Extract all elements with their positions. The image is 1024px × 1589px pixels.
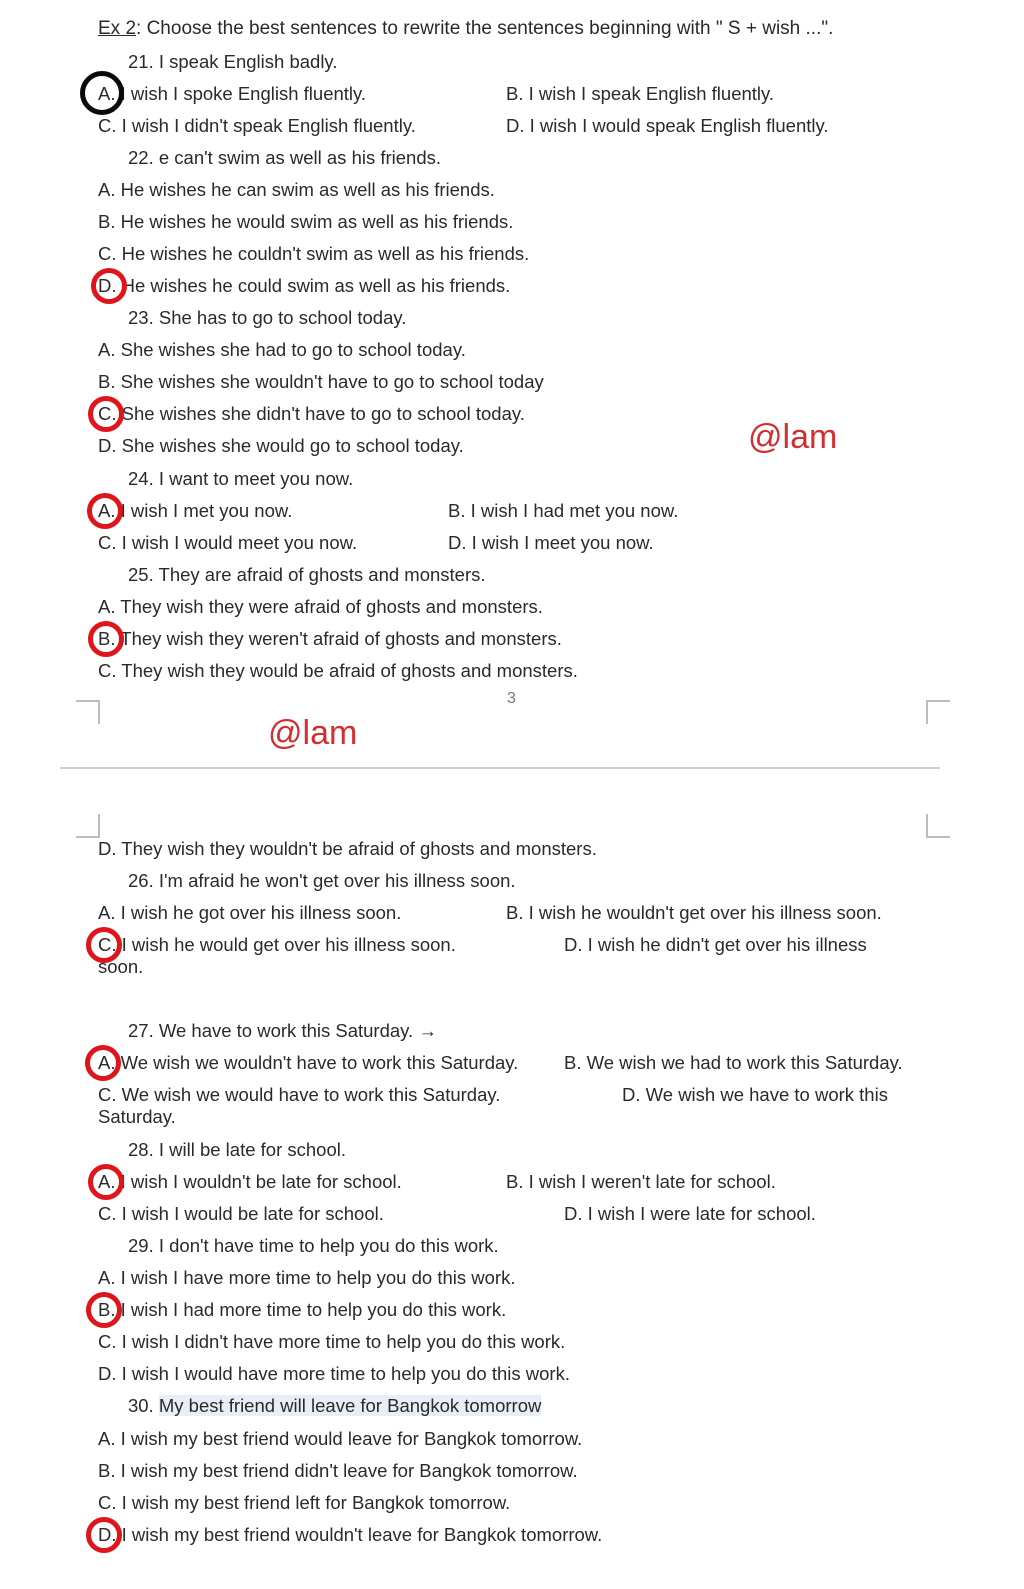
option-27c-continued: Saturday. (98, 1106, 176, 1127)
option-29d: D. I wish I would have more time to help you do this work. (98, 1363, 570, 1384)
question-29: 29. I don't have time to help you do this work. (128, 1235, 499, 1256)
answer-circle-25b (88, 621, 124, 657)
option-22d: D. He wishes he could swim as well as his friends. (98, 275, 511, 296)
question-21: 21. I speak English badly. (128, 51, 338, 72)
option-23d: D. She wishes she would go to school today. (98, 435, 464, 456)
answer-circle-24a (87, 493, 123, 529)
page-corner-mark (926, 814, 950, 838)
option-29a: A. I wish I have more time to help you do this work. (98, 1267, 516, 1288)
exercise-label: Ex 2 (98, 18, 137, 39)
option-30b: B. I wish my best friend didn't leave for Bangkok tomorrow. (98, 1460, 578, 1481)
option-21d: D. I wish I would speak English fluently. (506, 115, 829, 136)
question-23: 23. She has to go to school today. (128, 307, 407, 328)
page-corner-mark (76, 700, 100, 724)
option-22b: B. He wishes he would swim as well as his friends. (98, 211, 514, 232)
option-26d-continued: soon. (98, 956, 144, 977)
option-21a: A. I wish I spoke English fluently. (98, 83, 367, 104)
option-28c: C. I wish I would be late for school. (98, 1203, 384, 1224)
option-28d: D. I wish I were late for school. (564, 1203, 816, 1224)
page-corner-mark (76, 814, 100, 838)
option-27d: D. We wish we have to work this (622, 1084, 888, 1105)
option-30d: D. I wish my best friend wouldn't leave for Bangkok tomorrow. (98, 1524, 603, 1545)
option-30a: A. I wish my best friend would leave for Bangkok tomorrow. (98, 1428, 583, 1449)
option-22c: C. He wishes he couldn't swim as well as his friends. (98, 243, 530, 264)
option-30c: C. I wish my best friend left for Bangkok tomorrow. (98, 1492, 511, 1513)
question-27: 27. We have to work this Saturday. → (128, 1020, 437, 1041)
page-divider (60, 767, 940, 769)
option-29b: B. I wish I had more time to help you do this work. (98, 1299, 507, 1320)
answer-circle-21a (80, 71, 124, 115)
option-23b: B. She wishes she wouldn't have to go to school today (98, 371, 544, 392)
exercise-title (98, 18, 833, 40)
question-30-number: 30. (128, 1395, 154, 1416)
option-21b: B. I wish I speak English fluently. (506, 83, 775, 104)
answer-circle-29b (86, 1292, 122, 1328)
option-24c: C. I wish I would meet you now. (98, 532, 358, 553)
option-24b: B. I wish I had met you now. (448, 500, 679, 521)
option-26b: B. I wish he wouldn't get over his illness soon. (506, 902, 882, 923)
question-24: 24. I want to meet you now. (128, 468, 354, 489)
option-25c: C. They wish they would be afraid of ghosts and monsters. (98, 660, 578, 681)
option-26c: C. I wish he would get over his illness soon. (98, 934, 456, 955)
option-25d: D. They wish they wouldn't be afraid of ghosts and monsters. (98, 838, 597, 859)
option-24a: A. I wish I met you now. (98, 500, 293, 521)
option-28b: B. I wish I weren't late for school. (506, 1171, 776, 1192)
option-21c: C. I wish I didn't speak English fluently. (98, 115, 416, 136)
answer-circle-30d (86, 1517, 122, 1553)
question-30 (128, 1395, 541, 1417)
option-25a: A. They wish they were afraid of ghosts and monsters. (98, 596, 543, 617)
question-25: 25. They are afraid of ghosts and monsters. (128, 564, 486, 585)
question-28: 28. I will be late for school. (128, 1139, 346, 1160)
option-26d: D. I wish he didn't get over his illness (564, 934, 867, 955)
answer-circle-28a (88, 1164, 124, 1200)
question-30-text: My best friend will leave for Bangkok tomorrow (158, 1395, 542, 1416)
answer-circle-23c (88, 396, 124, 432)
option-27a: A. We wish we wouldn't have to work this Saturday. (98, 1052, 519, 1073)
page-corner-mark (926, 700, 950, 724)
answer-circle-22d (91, 268, 127, 304)
watermark: @lam (268, 714, 358, 752)
question-22: 22. e can't swim as well as his friends. (128, 147, 442, 168)
option-26a: A. I wish he got over his illness soon. (98, 902, 402, 923)
option-22a: A. He wishes he can swim as well as his friends. (98, 179, 495, 200)
question-26: 26. I'm afraid he won't get over his illness soon. (128, 870, 516, 891)
option-25b: B. They wish they weren't afraid of ghosts and monsters. (98, 628, 562, 649)
option-28a: A. I wish I wouldn't be late for school. (98, 1171, 402, 1192)
option-23c: C. She wishes she didn't have to go to school today. (98, 403, 525, 424)
page-number: 3 (507, 690, 516, 707)
option-27c: C. We wish we would have to work this Saturday. (98, 1084, 501, 1105)
option-23a: A. She wishes she had to go to school today. (98, 339, 466, 360)
option-29c: C. I wish I didn't have more time to help you do this work. (98, 1331, 566, 1352)
watermark: @lam (748, 418, 838, 456)
answer-circle-26c (86, 927, 122, 963)
option-27b: B. We wish we had to work this Saturday. (564, 1052, 903, 1073)
option-24d: D. I wish I meet you now. (448, 532, 654, 553)
exercise-instruction: : Choose the best sentences to rewrite the sentences beginning with " S + wish ...". (136, 18, 834, 39)
answer-circle-27a (85, 1045, 121, 1081)
